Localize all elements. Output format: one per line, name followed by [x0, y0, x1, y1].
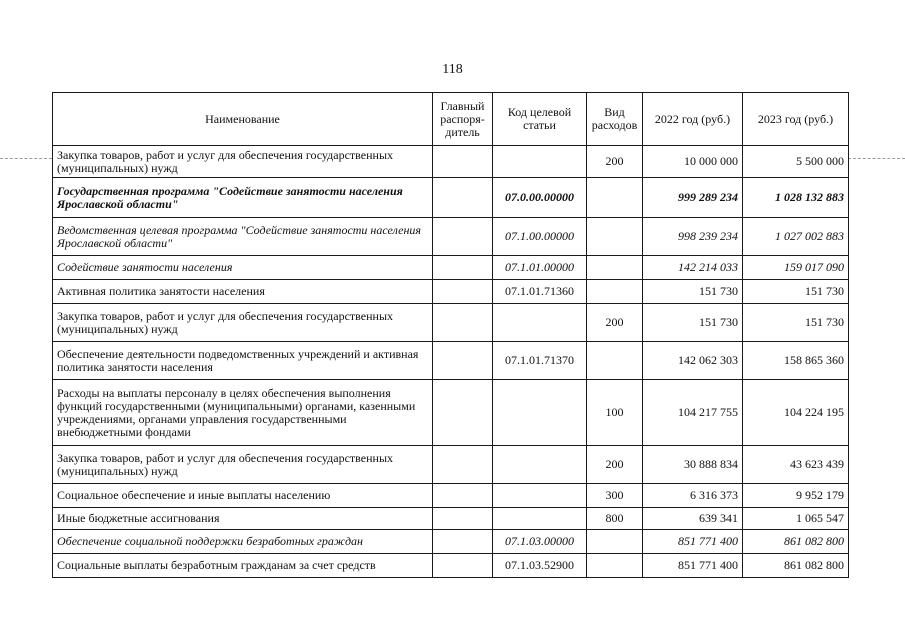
cell-name: Государственная программа "Содействие занятости населения Ярославской области" — [53, 178, 433, 218]
table-row — [53, 146, 849, 178]
cell-2023: 158 865 360 — [743, 342, 849, 380]
header-2023: 2023 год (руб.) — [743, 93, 849, 146]
margin-dash-right — [848, 158, 905, 159]
cell-type — [587, 342, 643, 380]
cell-type: 200 — [587, 304, 643, 342]
cell-type: 200 — [587, 446, 643, 484]
cell-manager — [433, 530, 493, 554]
table-row — [53, 342, 849, 380]
table-row — [53, 530, 849, 554]
cell-type: 100 — [587, 380, 643, 446]
cell-code: 07.1.00.00000 — [493, 218, 587, 256]
cell-name: Ведомственная целевая программа "Содействие занятости населения Ярославской области" — [53, 218, 433, 256]
cell-2023: 861 082 800 — [743, 554, 849, 578]
cell-code — [493, 508, 587, 530]
cell-type — [587, 178, 643, 218]
cell-2022: 851 771 400 — [643, 554, 743, 578]
cell-type — [587, 280, 643, 304]
cell-name: Активная политика занятости населения — [53, 280, 433, 304]
cell-manager — [433, 304, 493, 342]
cell-manager — [433, 256, 493, 280]
table-row — [53, 218, 849, 256]
cell-2023: 861 082 800 — [743, 530, 849, 554]
cell-name: Закупка товаров, работ и услуг для обеспечения государственных (муниципальных) нужд — [53, 146, 433, 178]
cell-code — [493, 484, 587, 508]
cell-manager — [433, 508, 493, 530]
cell-2023: 9 952 179 — [743, 484, 849, 508]
cell-name: Закупка товаров, работ и услуг для обеспечения государственных (муниципальных) нужд — [53, 304, 433, 342]
cell-name: Обеспечение социальной поддержки безработных граждан — [53, 530, 433, 554]
cell-type: 300 — [587, 484, 643, 508]
header-2022: 2022 год (руб.) — [643, 93, 743, 146]
margin-dash-left — [0, 158, 52, 159]
cell-code: 07.1.03.00000 — [493, 530, 587, 554]
cell-name: Содействие занятости населения — [53, 256, 433, 280]
cell-name: Социальное обеспечение и иные выплаты населению — [53, 484, 433, 508]
table-row — [53, 178, 849, 218]
cell-code: 07.1.01.71360 — [493, 280, 587, 304]
cell-2022: 30 888 834 — [643, 446, 743, 484]
cell-manager — [433, 146, 493, 178]
cell-code: 07.1.01.00000 — [493, 256, 587, 280]
cell-2022: 6 316 373 — [643, 484, 743, 508]
cell-manager — [433, 280, 493, 304]
cell-code: 07.1.03.52900 — [493, 554, 587, 578]
cell-2023: 159 017 090 — [743, 256, 849, 280]
cell-2023: 5 500 000 — [743, 146, 849, 178]
cell-2022: 104 217 755 — [643, 380, 743, 446]
cell-type: 800 — [587, 508, 643, 530]
table-row — [53, 304, 849, 342]
budget-table — [52, 92, 849, 578]
header-name: Наименование — [53, 93, 433, 146]
cell-2022: 851 771 400 — [643, 530, 743, 554]
cell-2022: 142 062 303 — [643, 342, 743, 380]
cell-2022: 151 730 — [643, 304, 743, 342]
table-row — [53, 508, 849, 530]
cell-type — [587, 218, 643, 256]
cell-2022: 639 341 — [643, 508, 743, 530]
cell-2022: 999 289 234 — [643, 178, 743, 218]
cell-manager — [433, 446, 493, 484]
table-row — [53, 256, 849, 280]
header-code: Код целевой статьи — [493, 93, 587, 146]
cell-code — [493, 380, 587, 446]
cell-2023: 1 027 002 883 — [743, 218, 849, 256]
cell-manager — [433, 342, 493, 380]
cell-name: Социальные выплаты безработным гражданам за счет средств — [53, 554, 433, 578]
cell-2022: 998 239 234 — [643, 218, 743, 256]
cell-name: Расходы на выплаты персоналу в целях обеспечения выполнения функций государственными (муниципальными) органами, казенными учреждениями, органами управления государственными внебюджетными фондами — [53, 380, 433, 446]
header-type: Вид расходов — [587, 93, 643, 146]
cell-type: 200 — [587, 146, 643, 178]
cell-name: Иные бюджетные ассигнования — [53, 508, 433, 530]
table-row — [53, 380, 849, 446]
table-row — [53, 446, 849, 484]
cell-code — [493, 446, 587, 484]
cell-manager — [433, 218, 493, 256]
table-row — [53, 554, 849, 578]
cell-name: Обеспечение деятельности подведомственных учреждений и активная политика занятости населения — [53, 342, 433, 380]
cell-name: Закупка товаров, работ и услуг для обеспечения государственных (муниципальных) нужд — [53, 446, 433, 484]
table-header-row — [53, 93, 849, 146]
cell-manager — [433, 554, 493, 578]
cell-manager — [433, 178, 493, 218]
cell-type — [587, 554, 643, 578]
cell-2022: 10 000 000 — [643, 146, 743, 178]
cell-type — [587, 256, 643, 280]
cell-manager — [433, 484, 493, 508]
cell-code: 07.1.01.71370 — [493, 342, 587, 380]
table-row — [53, 484, 849, 508]
cell-2022: 142 214 033 — [643, 256, 743, 280]
header-manager: Главный распоря-дитель — [433, 93, 493, 146]
cell-2022: 151 730 — [643, 280, 743, 304]
cell-code: 07.0.00.00000 — [493, 178, 587, 218]
table-row — [53, 280, 849, 304]
cell-2023: 1 065 547 — [743, 508, 849, 530]
cell-2023: 151 730 — [743, 304, 849, 342]
cell-2023: 43 623 439 — [743, 446, 849, 484]
page-number: 118 — [442, 62, 463, 77]
cell-manager — [433, 380, 493, 446]
cell-type — [587, 530, 643, 554]
cell-2023: 151 730 — [743, 280, 849, 304]
cell-2023: 104 224 195 — [743, 380, 849, 446]
cell-2023: 1 028 132 883 — [743, 178, 849, 218]
cell-code — [493, 146, 587, 178]
cell-code — [493, 304, 587, 342]
